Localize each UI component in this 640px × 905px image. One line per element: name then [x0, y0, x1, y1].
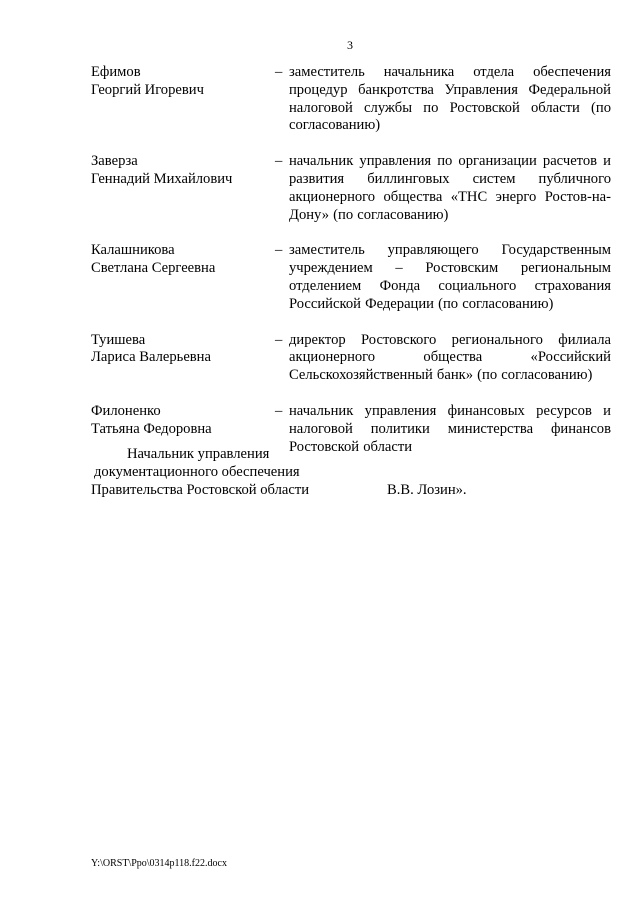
members-list	[91, 64, 611, 474]
member-dash: –	[275, 242, 283, 259]
page-number: 3	[347, 38, 353, 52]
member-surname: Калашникова	[91, 242, 175, 259]
member-name	[91, 332, 271, 385]
member-entry	[91, 153, 611, 224]
member-given-names: Георгий Игоревич	[91, 81, 204, 98]
signature-title-line2: документационного обеспечения	[94, 463, 300, 480]
member-surname: Ефимов	[91, 64, 141, 80]
member-role: директор Ростовского регионального филиала акционерного общества «Российский Сельскохозяйственный банк» (по согласованию)	[289, 331, 611, 384]
member-role: заместитель начальника отдела обеспечения процедур банкротства Управления Федеральной налоговой службы по Ростовской области (по согласованию)	[289, 64, 611, 134]
member-entry	[91, 242, 611, 313]
signature-title-line3: Правительства Ростовской области	[91, 481, 310, 498]
member-surname: Филоненко	[91, 402, 161, 419]
member-dash: –	[275, 64, 283, 80]
member-name	[91, 64, 271, 135]
member-given-names: Лариса Валерьевна	[91, 349, 211, 366]
signature-last-line	[91, 482, 611, 500]
member-given-names: Геннадий Михайлович	[91, 170, 233, 187]
member-surname: Туишева	[91, 331, 146, 348]
member-entry	[91, 332, 611, 385]
member-dash: –	[275, 331, 283, 348]
member-role: начальник управления по организации расчетов и развития биллинговых систем публичного акционерного общества «ТНС энерго Ростов-на-Дону» (по согласованию)	[289, 153, 611, 223]
signature-block	[91, 446, 611, 499]
signer-name: В.В. Лозин».	[387, 481, 467, 498]
member-given-names: Татьяна Федоровна	[91, 420, 212, 437]
member-name	[91, 153, 271, 224]
member-dash: –	[275, 402, 283, 419]
member-given-names: Светлана Сергеевна	[91, 260, 216, 277]
member-dash: –	[275, 153, 283, 170]
member-role: начальник управления финансовых ресурсов и налоговой политики министерства финансов Ростовской области	[289, 402, 611, 455]
member-role: заместитель управляющего Государственным учреждением – Ростовским региональным отделением Фонда социального страхования Российской Федерации (по согласованию)	[289, 242, 611, 312]
member-name	[91, 242, 271, 313]
member-surname: Заверза	[91, 153, 138, 170]
footer-file-path: Y:\ORST\Ppo\0314p118.f22.docx	[91, 858, 227, 869]
member-entry	[91, 64, 611, 135]
signature-title-line1: Начальник управления	[127, 446, 270, 462]
